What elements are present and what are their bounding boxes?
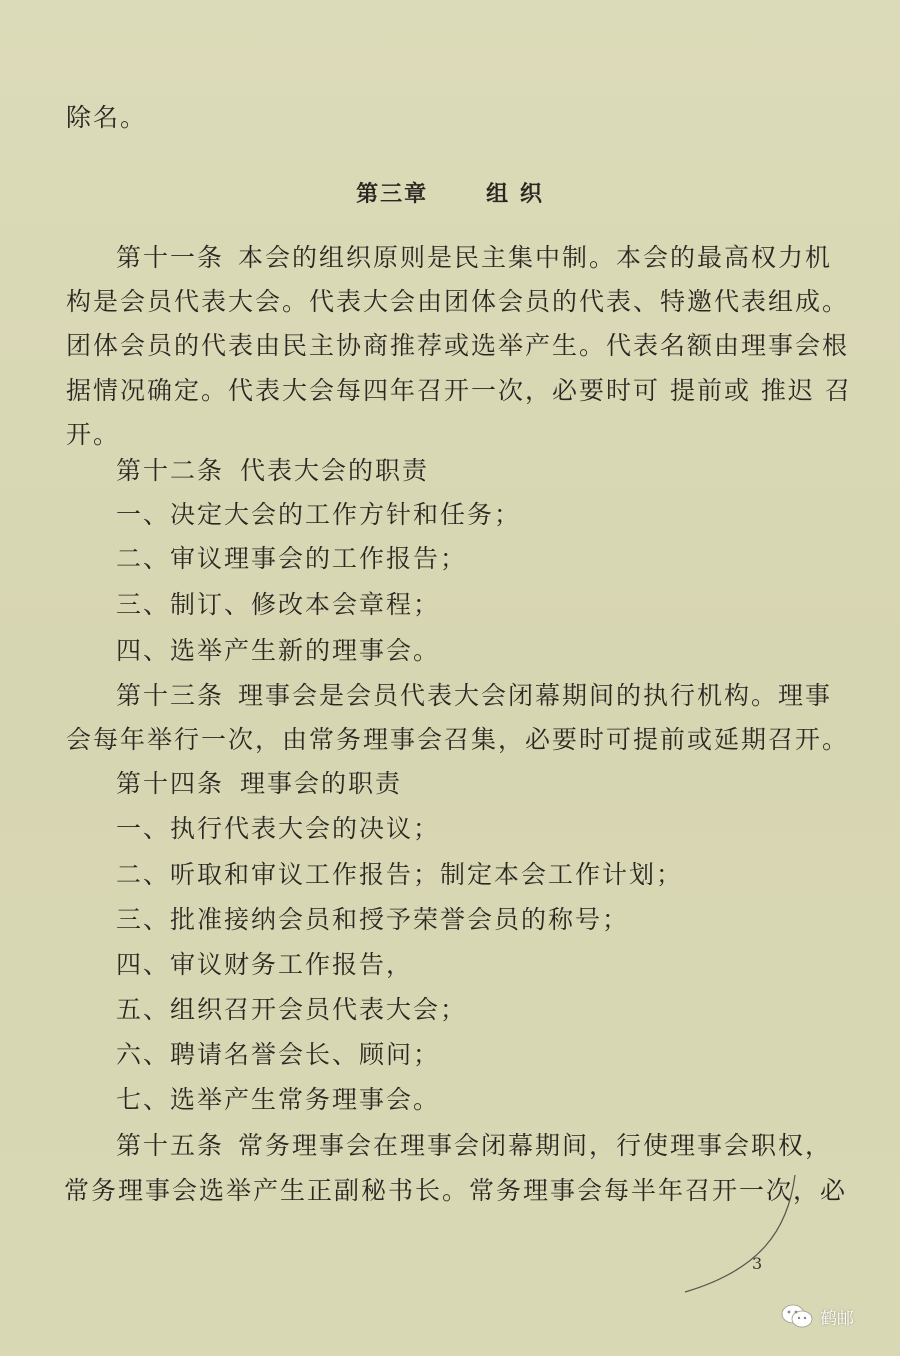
list-item: 三、制订、修改本会章程； [116, 590, 441, 619]
text-line: 除名。 [66, 103, 148, 132]
text-line: 开。 [66, 420, 121, 449]
list-item: 二、听取和审议工作报告；制定本会工作计划； [116, 860, 684, 889]
text-line: 构是会员代表大会。代表大会由团体会员的代表、特邀代表组成。 [66, 287, 850, 316]
article-label: 第十四条 [116, 769, 225, 798]
chapter-name: 组 织 [486, 182, 544, 207]
watermark [780, 1300, 854, 1332]
page-curl-line [670, 1170, 810, 1300]
text-line: 团体会员的代表由民主协商推荐或选举产生。代表名额由理事会根 [66, 331, 850, 360]
article-label: 第十五条 [116, 1131, 225, 1160]
list-item: 二、审议理事会的工作报告； [116, 544, 468, 573]
chapter-number: 第三章 [356, 182, 429, 207]
text-line: 常务理事会选举产生正副秘书长。常务理事会每半年召开一次，必 [64, 1176, 848, 1205]
article-label: 第十二条 [116, 456, 225, 485]
list-item: 四、选举产生新的理事会。 [116, 636, 441, 665]
text-line: 本会的组织原则是民主集中制。本会的最高权力机 [238, 243, 833, 272]
page-number: 3 [752, 1254, 763, 1273]
text-line: 常务理事会在理事会闭幕期间，行使理事会职权， [238, 1131, 833, 1160]
article-label: 第十三条 [116, 681, 225, 710]
text-line: 会每年举行一次，由常务理事会召集，必要时可提前或延期召开。 [66, 725, 850, 754]
chapter-heading [0, 177, 900, 208]
list-item: 一、执行代表大会的决议； [116, 814, 441, 843]
list-item: 六、聘请名誉会长、顾问； [116, 1040, 441, 1069]
watermark-text: 鹤邮 [820, 1308, 854, 1329]
wechat-icon [780, 1302, 814, 1330]
text-line: 理事会是会员代表大会闭幕期间的执行机构。理事 [238, 681, 833, 710]
text-line: 代表大会的职责 [240, 456, 430, 485]
list-item: 七、选举产生常务理事会。 [116, 1085, 441, 1114]
list-item: 三、批准接纳会员和授予荣誉会员的称号； [116, 905, 630, 934]
list-item: 五、组织召开会员代表大会； [116, 995, 468, 1024]
text-line: 据情况确定。代表大会每四年召开一次，必要时可 提前或 推迟 召 [66, 376, 852, 405]
list-item: 四、审议财务工作报告， [116, 950, 414, 979]
article-label: 第十一条 [116, 243, 225, 272]
list-item: 一、决定大会的工作方针和任务； [116, 500, 522, 529]
text-line: 理事会的职责 [240, 769, 403, 798]
